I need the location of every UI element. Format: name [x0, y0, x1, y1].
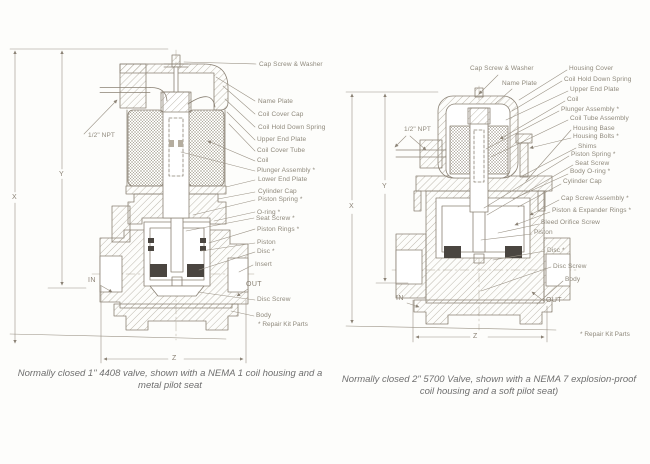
- part-label: Coil: [567, 96, 579, 103]
- right-inlet-port: [396, 250, 422, 284]
- part-label: Body: [256, 312, 272, 319]
- right-bottom-flange: [414, 300, 552, 324]
- part-label: Upper End Plate: [257, 136, 307, 143]
- part-label: Plunger Assembly *: [257, 167, 316, 174]
- repair-kit-note: * Repair Kit Parts: [258, 321, 308, 328]
- flow-in-label: IN: [88, 277, 96, 284]
- right-disc: [444, 246, 461, 258]
- right-cap-screw: [475, 88, 483, 97]
- part-label: Housing Bolts *: [573, 133, 619, 140]
- left-coil: [128, 110, 164, 186]
- part-label: Cap Screw Assembly *: [561, 195, 629, 202]
- part-label: Cylinder Cap: [563, 178, 602, 185]
- part-label: Disc Screw: [257, 296, 291, 303]
- part-label: Piston: [257, 239, 276, 246]
- part-label: Housing Cover: [569, 65, 614, 72]
- part-label: Piston Rings *: [257, 226, 300, 233]
- part-label: Piston Spring *: [258, 196, 303, 203]
- part-label: Coil Hold Down Spring: [258, 124, 326, 131]
- part-label: Housing Base: [573, 125, 615, 132]
- part-label: Plunger Assembly *: [561, 106, 620, 113]
- part-label: Upper End Plate: [570, 86, 620, 93]
- part-label: Seat Screw: [575, 160, 610, 167]
- part-label: Piston Spring *: [571, 151, 616, 158]
- flow-out-label: OUT: [546, 297, 562, 304]
- right-diagram-caption: Normally closed 2" 5700 Valve, shown with a NEMA 7 explosion-proof coil housing and a soft pilot seat): [341, 374, 637, 398]
- part-label: Body: [565, 276, 581, 283]
- part-label: Disc *: [547, 247, 565, 254]
- part-label: Name Plate: [502, 80, 537, 87]
- dimension-x: X: [349, 203, 354, 210]
- dimension-x: X: [12, 194, 17, 201]
- part-label: Coil Tube Assembly: [570, 115, 629, 122]
- left-diagram-caption: Normally closed 1" 4408 valve, shown with a NEMA 1 coil housing and a metal pilot seat: [17, 368, 323, 392]
- left-insert: [150, 286, 204, 296]
- part-label: Coil Hold Down Spring: [564, 76, 632, 83]
- dimension-z: Z: [473, 333, 478, 340]
- dimension-y: Y: [59, 171, 64, 178]
- part-label: Lower End Plate: [258, 176, 308, 183]
- dimension-y: Y: [382, 183, 387, 190]
- left-disc: [187, 264, 204, 277]
- part-label: Disc Screw: [553, 263, 587, 270]
- part-label: Disc *: [257, 248, 275, 255]
- part-label: Coil Cover Tube: [257, 147, 306, 154]
- part-label: Bleed Orifice Screw: [541, 219, 600, 226]
- part-label: Coil Cover Cap: [258, 111, 304, 118]
- repair-kit-note: * Repair Kit Parts: [580, 331, 630, 338]
- part-label: O-ring *: [257, 209, 281, 216]
- left-disc: [150, 264, 167, 277]
- part-label: Cylinder Cap: [258, 188, 297, 195]
- part-label: Seat Screw *: [256, 215, 295, 222]
- part-label: Cap Screw & Washer: [470, 65, 534, 72]
- left-cap-screw: [172, 55, 180, 67]
- flow-out-label: OUT: [246, 281, 262, 288]
- right-coil: [450, 126, 470, 174]
- flow-in-label: IN: [396, 295, 404, 302]
- left-coil: [188, 110, 224, 186]
- npt-label: 1/2" NPT: [404, 126, 431, 133]
- part-label: Shims: [578, 143, 597, 150]
- right-conduit-hub: [420, 140, 442, 168]
- part-label: Cap Screw & Washer: [259, 61, 323, 68]
- part-label: Name Plate: [258, 98, 293, 105]
- dimension-z: Z: [172, 355, 177, 362]
- part-label: Piston: [534, 229, 553, 236]
- part-label: Insert: [255, 261, 272, 268]
- part-label: Body O-ring *: [570, 168, 611, 175]
- left-outlet-port: [228, 258, 248, 292]
- part-label: Coil: [257, 157, 269, 164]
- npt-label: 1/2" NPT: [88, 132, 115, 139]
- part-label: Piston & Expander Rings *: [552, 207, 632, 214]
